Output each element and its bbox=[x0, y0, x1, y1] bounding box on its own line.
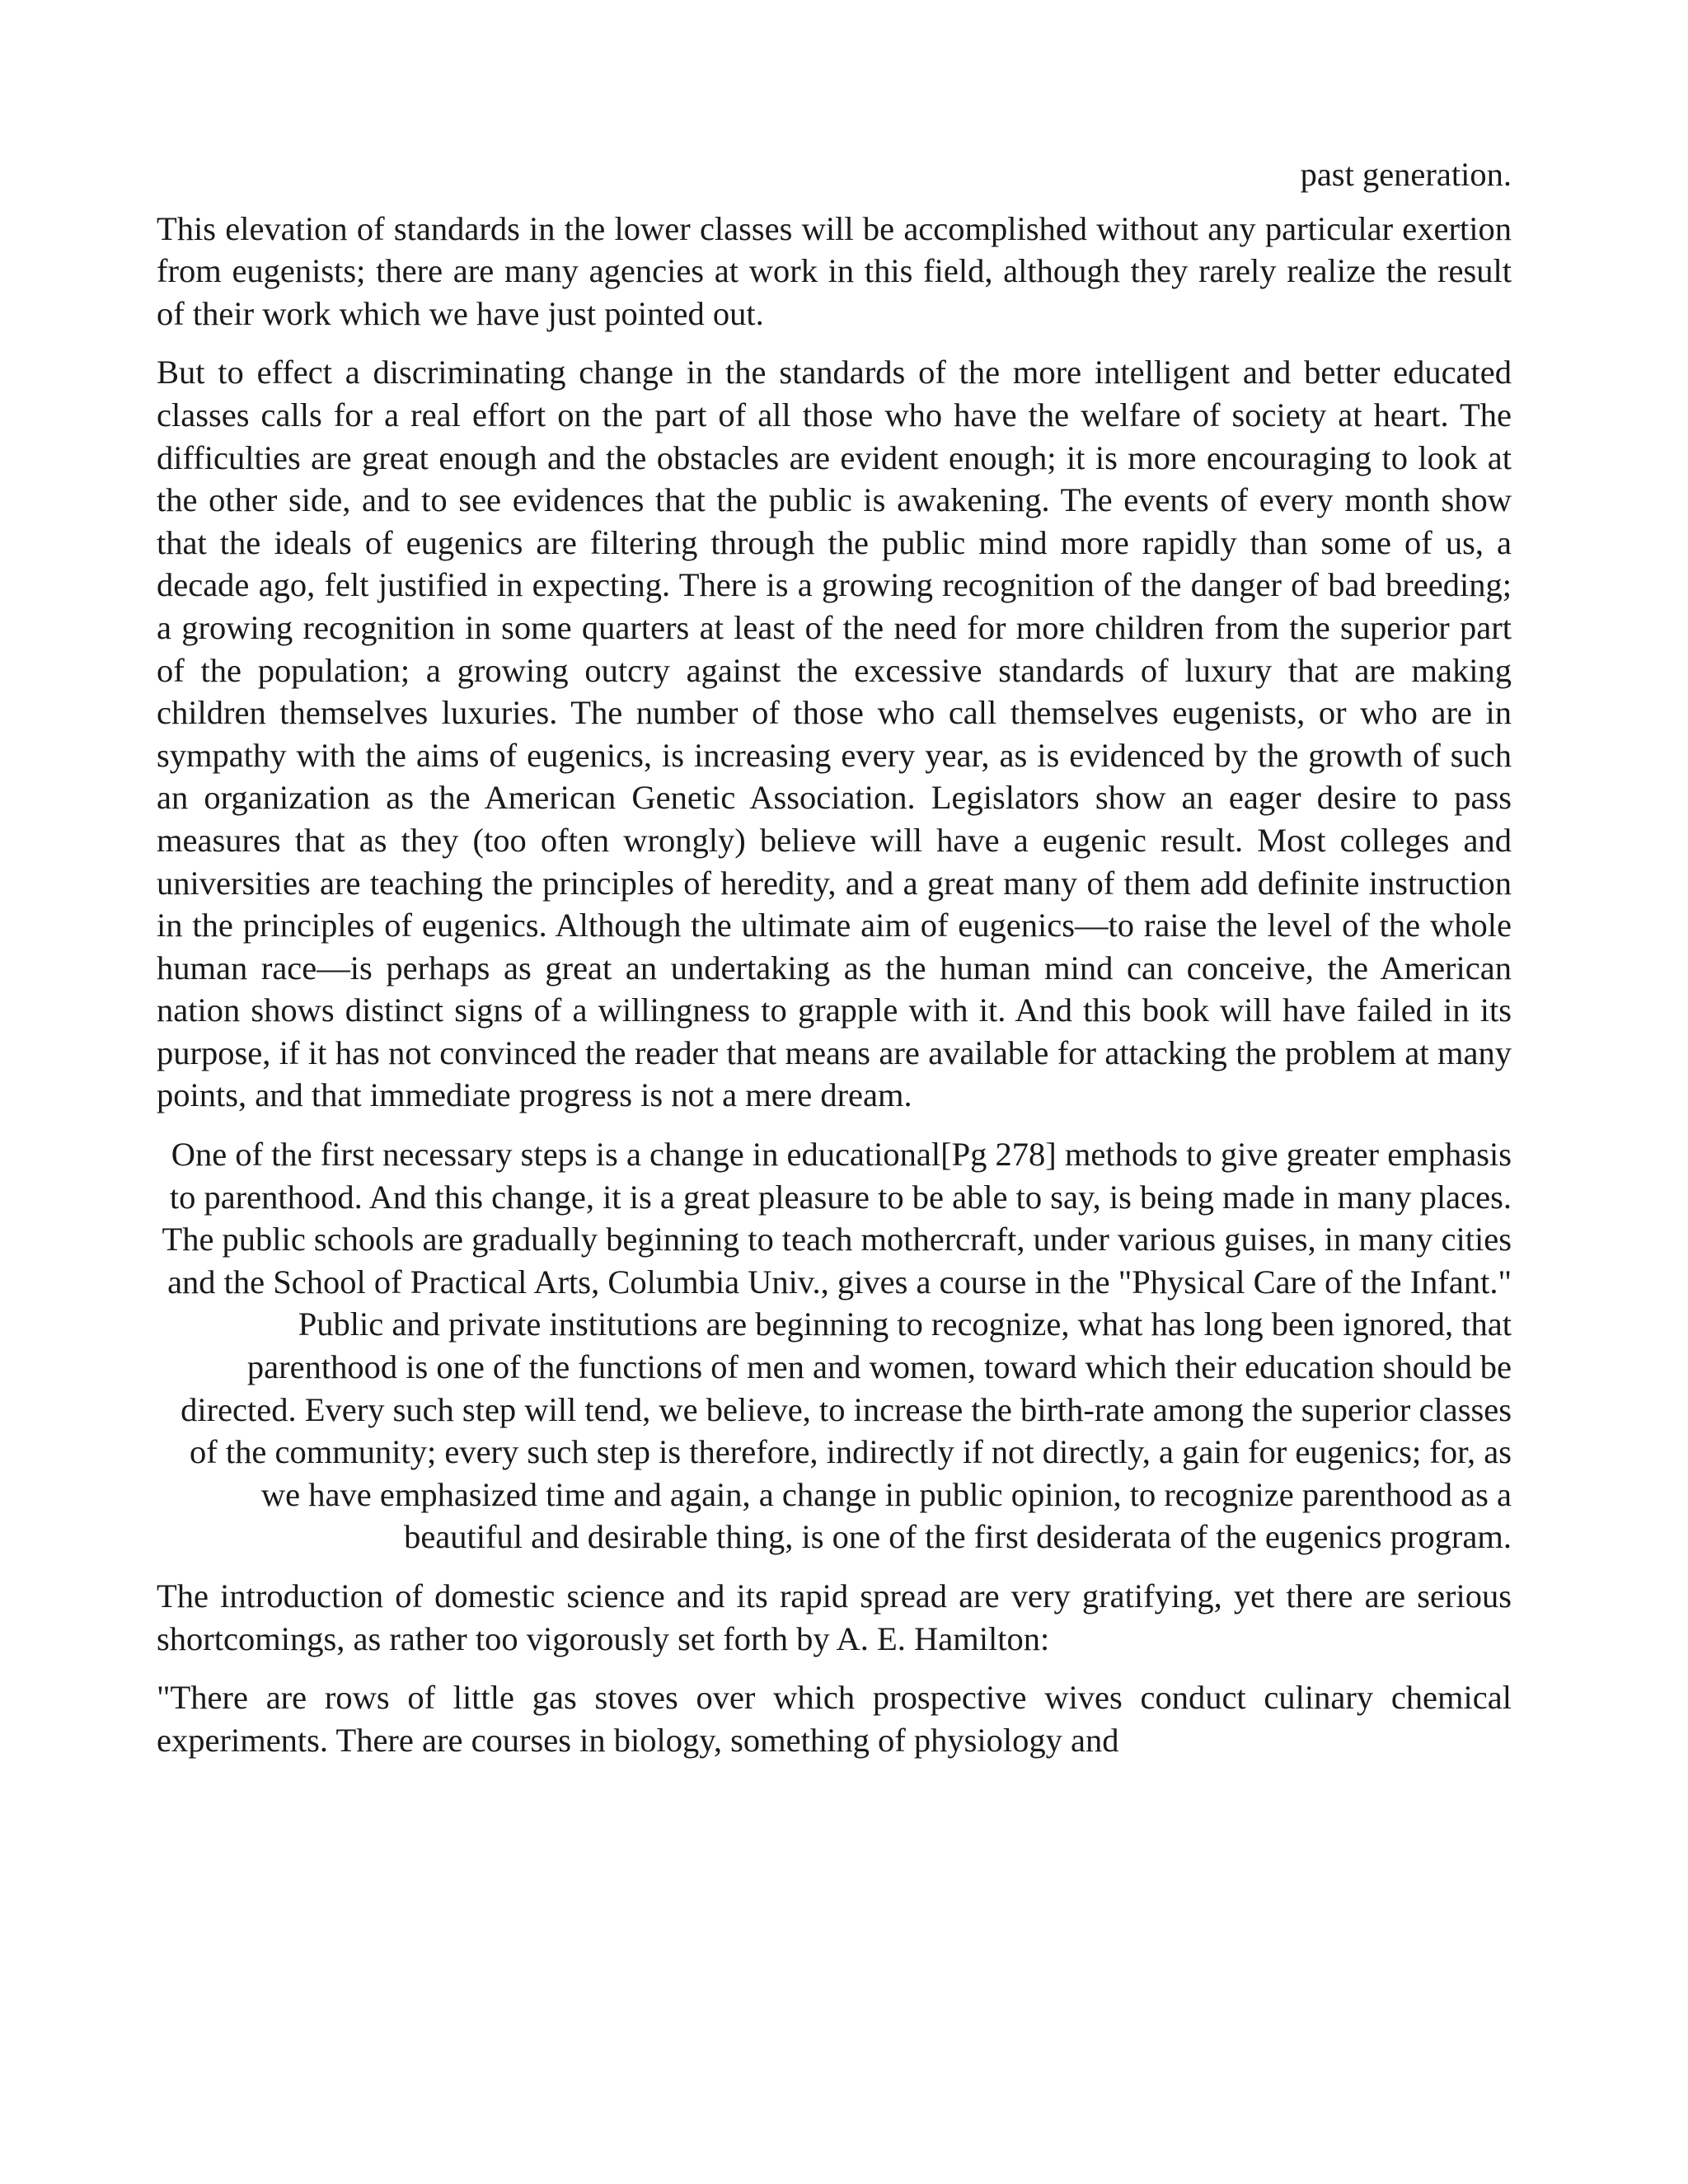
paragraph-domestic-science: The introduction of domestic science and its rapid spread are very gratifying, yet there are serious shortcomings, as rather too vigorously set forth by A. E. Hamilton: bbox=[157, 1577, 1512, 1657]
paragraph-lower-classes: This elevation of standards in the lower classes will be accomplished without any particular exertion from eugenists; there are many agencies at work in this field, although they rarely realize the result of their work which we have just pointed out. bbox=[157, 209, 1512, 332]
paragraph-educational-methods: One of the first necessary steps is a change in educational[Pg 278] methods to give greater emphasis to parenthood. And this change, it is a great pleasure to be able to say, is being made in many places. The public schools are gradually beginning to teach mothercraft, under various guises, in many cities and the School of Practical Arts, Columbia Univ., gives a course in the "Physical Care of the Infant." Public and private institutions are beginning to recognize, what has long been ignored, that parenthood is one of the functions of men and women, toward which their education should be directed. Every such step will tend, we believe, to increase the birth-rate among the superior classes of the community; every such step is therefore, indirectly if not directly, a gain for eugenics; for, as we have emphasized time and again, a change in public opinion, to recognize parenthood as a beautiful and desirable thing, is one of the first desiderata of the eugenics program. bbox=[162, 1136, 1512, 1556]
paragraph-hamilton-quote: "There are rows of little gas stoves over which prospective wives conduct culinary chemical experiments. There are courses in biology, something of physiology and bbox=[157, 1679, 1512, 1759]
paragraph-educated-classes: But to effect a discriminating change in the standards of the more intelligent and better educated classes calls for a real effort on the part of all those who have the welfare of society at heart. The difficulties are great enough and the obstacles are evident enough; it is more encouraging to look at the other side, and to see evidences that the public is awakening. The events of every month show that the ideals of eugenics are filtering through the public mind more rapidly than some of us, a decade ago, felt justified in expecting. There is a growing recognition of the danger of bad breeding; a growing recognition in some quarters at least of the need for more children from the superior part of the population; a growing outcry against the excessive standards of luxury that are making children themselves luxuries. The number of those who call themselves eugenists, or who are in sympathy with the aims of eugenics, is increasing every year, as is evidenced by the growth of such an organization as the American Genetic Association. Legislators show an eager desire to pass measures that as they (too often wrongly) believe will have a eugenic result. Most colleges and universities are teaching the principles of heredity, and a great many of them add definite instruction in the principles of eugenics. Although the ultimate aim of eugenics—to raise the level of the whole human race—is perhaps as great an undertaking as the human mind can conceive, the American nation shows distinct signs of a willingness to grapple with it. And this book will have failed in its purpose, if it has not convinced the reader that means are available for attacking the problem at many points, and that immediate progress is not a mere dream. bbox=[157, 354, 1512, 1114]
document-page bbox=[157, 153, 1512, 1778]
paragraph-continuation: past generation. bbox=[1300, 156, 1512, 193]
